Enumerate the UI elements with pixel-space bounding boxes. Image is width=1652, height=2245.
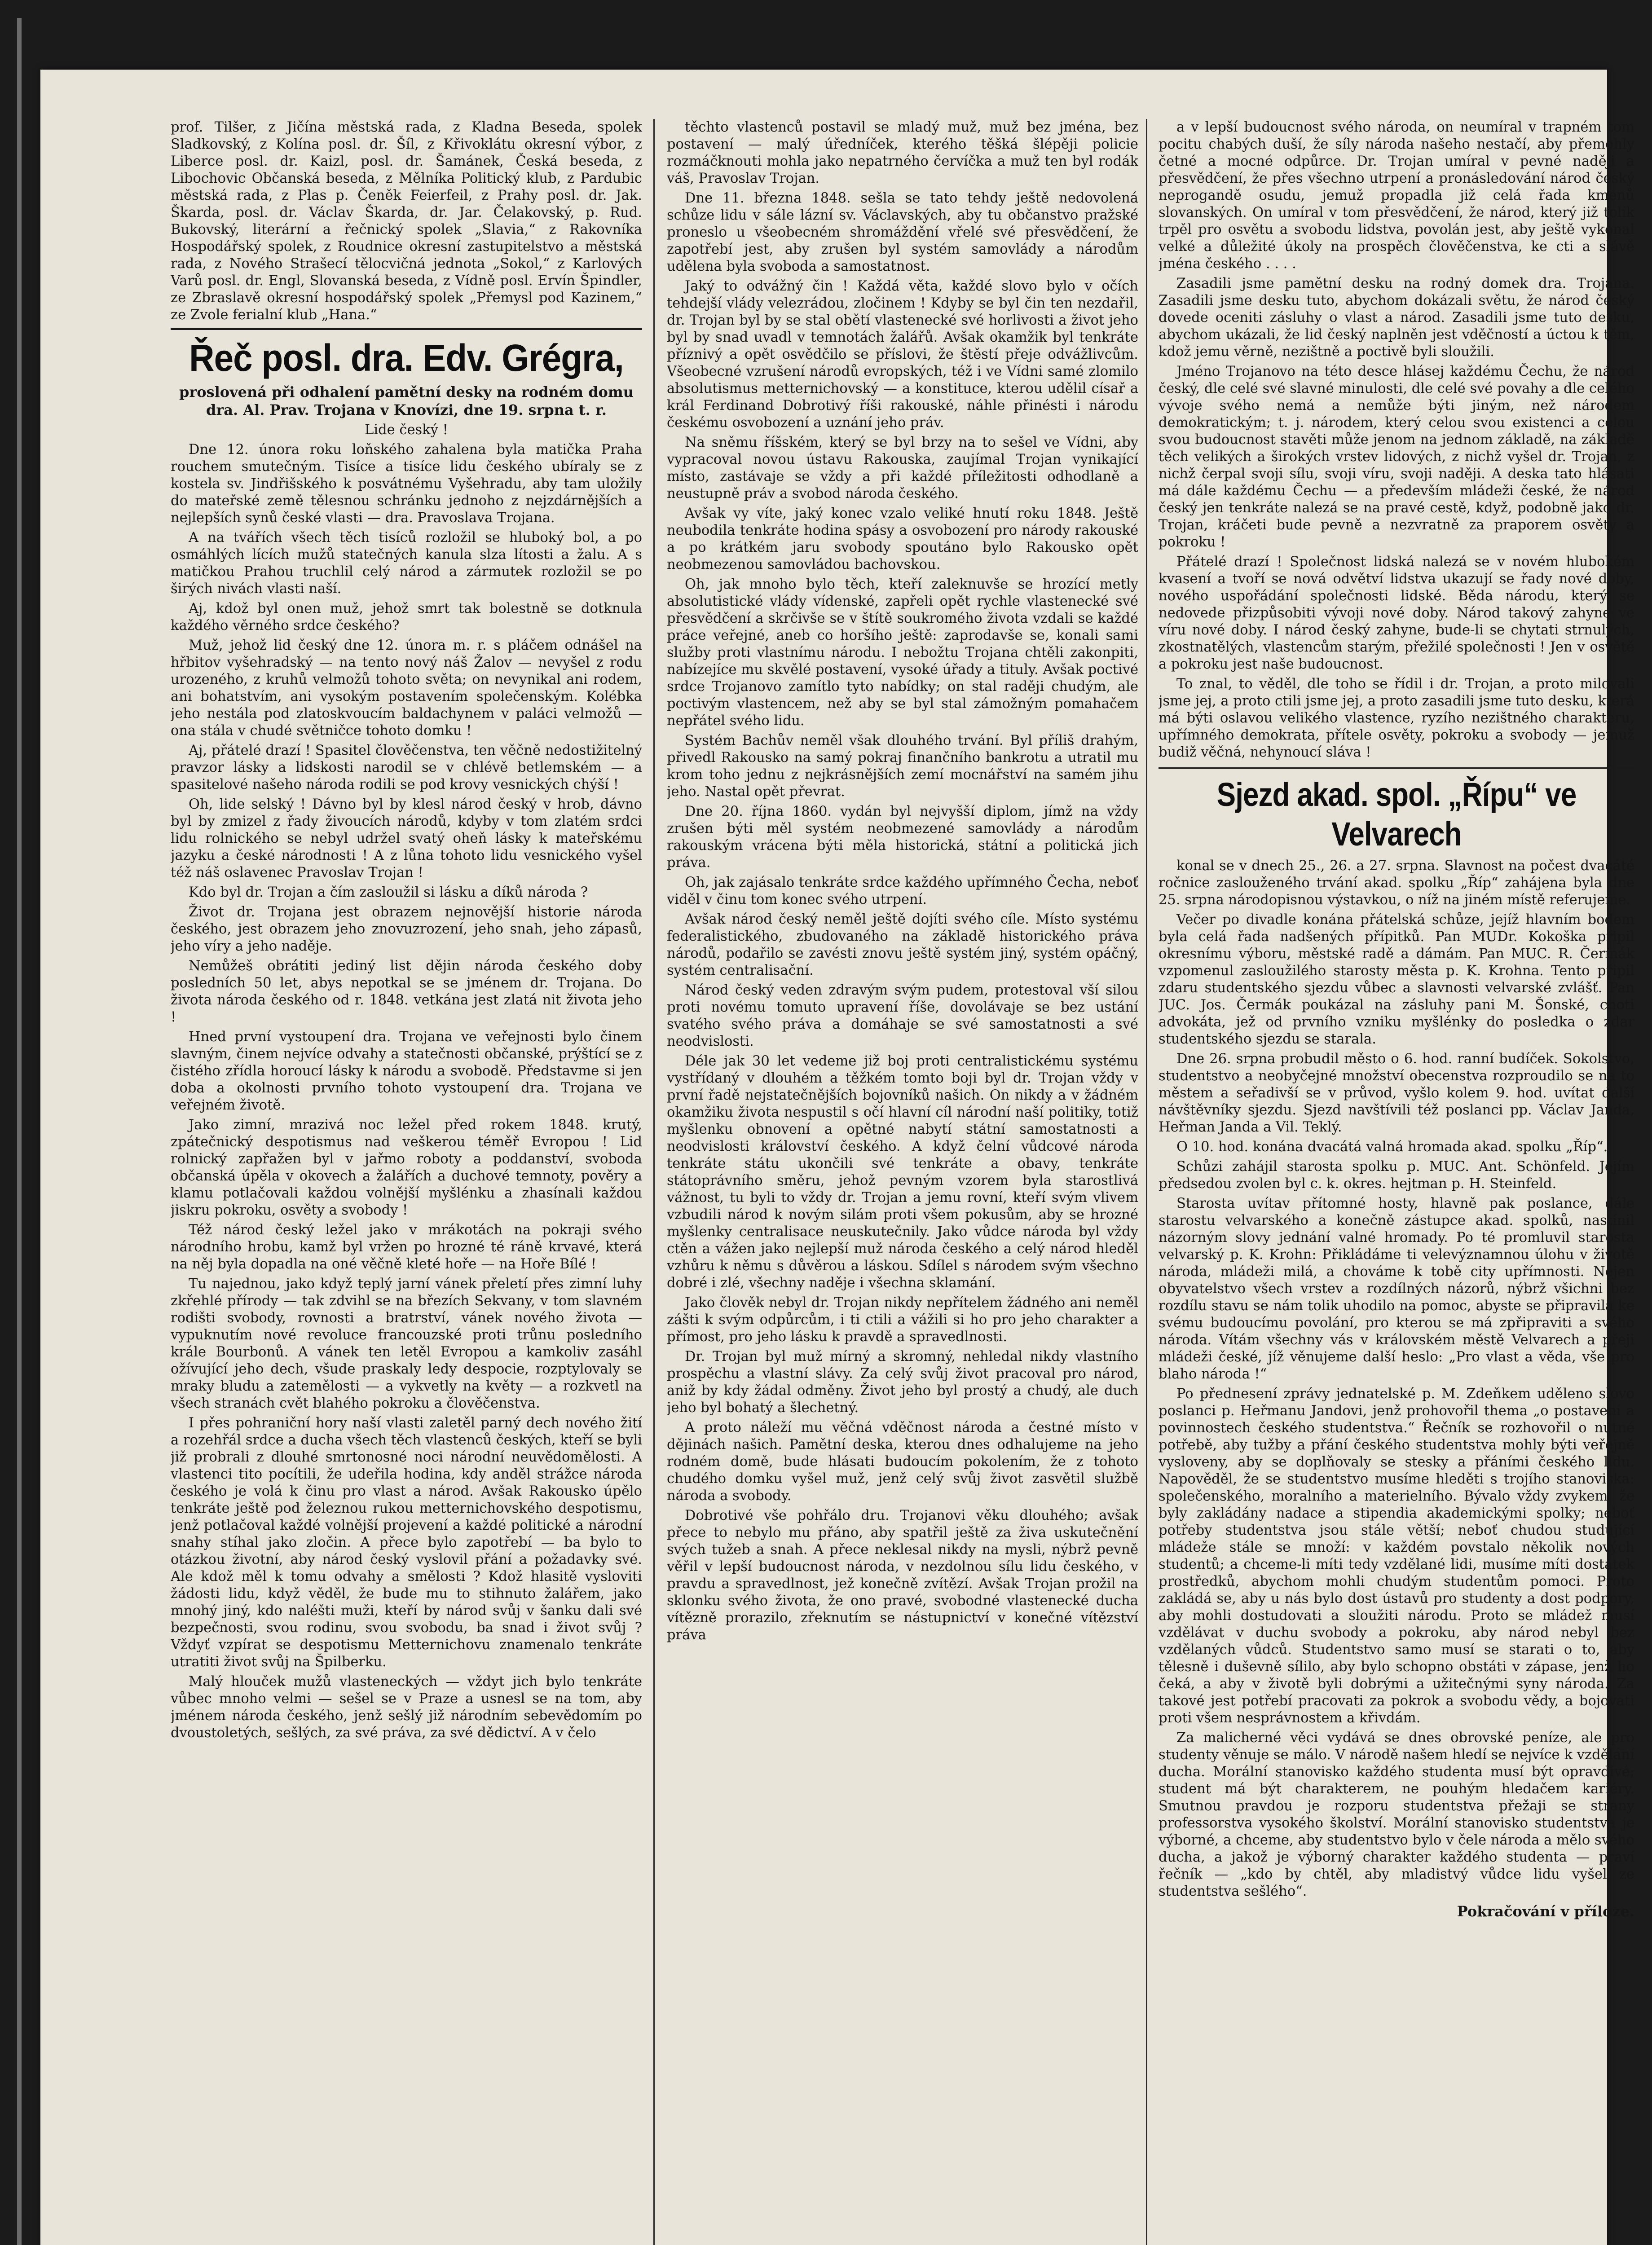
continuation-note: Pokračování v příloze. xyxy=(1457,1903,1634,1920)
column-1 xyxy=(171,119,642,2245)
column-3 xyxy=(1159,119,1634,2245)
paragraph: konal se v dnech 25., 26. a 27. srpna. Slavnost na počest dvacáté ročnice zaslouženého trvání akad. spolku „Říp“ zahájena byla dne 25. srpna národopisnou výstavkou, o níž na jiném místě referujeme. xyxy=(1159,858,1634,908)
paragraph: Oh, lide selský ! Dávno byl by klesl národ český v hrob, dávno byl by zmizel z řady živoucích národů, kdyby v tom zlatém srdci lidu rolnického se nebyl udržel svatý oheň lásky k mateřskému jazyku a české národnosti ! A z lůna tohoto lidu vesnického vyšel též náš oslavenec Pravoslav Trojan ! xyxy=(171,797,642,880)
paragraph: Jako člověk nebyl dr. Trojan nikdy nepřítelem žádného ani neměl zášti k svým odpůrcům, i ti ctili a vážili si ho pro jeho charakter a přímost, pro jeho lásku k pravdě a spravedlnosti. xyxy=(667,1295,1138,1345)
greeting: Lide český ! xyxy=(365,422,448,438)
paragraph: Muž, jehož lid český dne 12. února m. r. s pláčem odnášel na hřbitov vyšehradský — na tento nový náš Žalov — nevyšel z rodu urozeného, z kruhů velmožů tohoto světa; on nevynikal ani rodem, ani bohatstvím, ani vysokým postavením společenským. Kolébka jeho nestála pod zlatoskvoucím baldachynem v paláci velmožů — ona stála v chudé světničce tohoto domku ! xyxy=(171,638,642,739)
paragraph: Kdo byl dr. Trojan a čím zasloužil si lásku a díků národa ? xyxy=(189,885,588,900)
paragraph: Malý hlouček mužů vlasteneckých — vždyt jich bylo tenkráte vůbec mnoho velmi — sešel se v Praze a usnesl se na tom, aby jménem národa českého, jenž sešlý již národním sebevědomím po dvoustoletých, sešlých, za své práva, za své dědictví. A v čelo xyxy=(171,1674,642,1741)
paragraph: Starosta uvítav přítomné hosty, hlavně pak poslance, dále starostu velvarského a konečně zástupce akad. spolků, nastínil názorným slovy jednání valné hromady. Po té promluvil starosta velvarský p. K. Krohn: Přikládáme ti velevýznamnou úlohu v životě národa, mládeži milá, a chováme k tobě city upřímnosti. Nejen obyvatelstvo všech vrstev a rozdílných názorů, nýbrž všichni bez rozdílu stavu se nám tolik uhodilo na pomoc, abyste se připravila ke svému budoucímu povolání, pro kterou se má zpřipraviti a svého národa. Vítám všechny vás v královském městě Velvarech a přeji mládeži české, jíž věnujeme další heslo: „Pro vlast a věda, vše pro blaho národa !“ xyxy=(1159,1196,1634,1382)
paragraph: Hned první vystoupení dra. Trojana ve veřejnosti bylo činem slavným, činem nejvíce odvahy a statečnosti občanské, prýštící se z čistého zřídla horoucí lásky k národu a svobodě. Představme si jen doba a okolnosti prvního tohoto vystoupení dra. Trojana ve veřejném životě. xyxy=(171,1029,642,1113)
paragraph: Jméno Trojanovo na této desce hlásej každému Čechu, že národ český, dle celé své slavné minulosti, dle celé své povahy a dle celého vývoje svého nemá a nemůže býti jiným, než národem demokratickým; t. j. národem, který celou svou existenci a celou svou budoucnost stavěti může jenom na jednom základě, na základě těch velikých a širokých vrstev lidových, z nichž vyšel dr. Trojan, z nichž čerpal svoji sílu, svoji víru, svoji naději. A deska tato hlásati má dále každému Čechu — a především mládeži české, že národ český jen tenkráte nalezá se na pravé cestě, když, podobně jako dr. Trojan, kráčeti bude pevně a nezvratně za praporem osvěty a pokroku ! xyxy=(1159,364,1634,550)
newspaper-page xyxy=(40,70,1634,2245)
article-body xyxy=(171,441,642,1742)
paragraph: A na tvářích všech těch tisíců rozložil se hluboký bol, a po osmáhlých lících mužů statečných kanula slza lítosti a žalu. A s matičkou Prahou truchlil celý národ a zármutek rozložil se po širých nivách vlasti naší. xyxy=(171,530,642,597)
article-subtitle: proslovená při odhalení pamětní desky na rodném domu dra. Al. Prav. Trojana v Knovízi, dne 19. srpna t. r. xyxy=(179,383,634,418)
paragraph: Dne 26. srpna probudil město o 6. hod. ranní budíček. Sokolstvo, studentstvo a neobyčejné množství obecenstva rozproudilo se na to městem a seřadivší se v průvod, vyšlo kolem 9. hod. uvítat další návštěvníky sjezdu. Sjezd navštívili též poslanci pp. Václav Janda, Heřman Janda a Vil. Teklý. xyxy=(1159,1051,1634,1135)
paragraph: Schůzi zahájil starosta spolku p. MUC. Ant. Schönfeld. Jejím předsedou zvolen byl c. k. okres. hejtman p. H. Steinfeld. xyxy=(1159,1159,1634,1192)
paragraph: Národ český veden zdravým svým pudem, protestoval vší silou proti novému tomuto upravení říše, dovolávaje se bez ustání svatého svého práva a domáhaje se své samostatnosti a své neodvislosti. xyxy=(667,982,1138,1049)
paragraph: Dne 20. října 1860. vydán byl nejvyšší diplom, jímž na vždy zrušen býti měl systém neobmezené samovlády a národům rakouským vrácena býti měla historická, státní a politická jich práva. xyxy=(667,804,1138,871)
article-title: Řeč posl. dra. Edv. Grégra, xyxy=(189,337,624,379)
paragraph: Na sněmu říšském, který se byl brzy na to sešel ve Vídni, aby vypracoval novou ústavu Rakouska, zaujímal Trojan vynikající místo, zastávaje se vždy a při každé příležitosti odhodlaně a neustupně práv a svobod národa českého. xyxy=(667,435,1138,502)
paragraph: Večer po divadle konána přátelská schůze, jejíž hlavním bodem byla celá řada nadšených přípitků. Pan MUDr. Kokoška připil okresnímu výboru, městské radě a dámám. Pan MUC. R. Čermák vzpomenul zasloužilého starosty města p. K. Krohna. Tento připil zdaru studentského sjezdu vůbec a slavnosti velvarské zvlášť. Pan JUC. Jos. Čermák poukázal na zásluhy pani M. Šonské, choti advokáta, jež od prvního vzniku myšlénky do posledka o zdar studentského sjezdu se starala. xyxy=(1159,912,1634,1047)
paragraph: Život dr. Trojana jest obrazem nejnovější historie národa českého, jest obrazem jeho znovuzrození, jeho snah, jeho zápasů, jeho víry a jeho naděje. xyxy=(171,904,642,954)
article-body xyxy=(667,119,1138,1644)
paragraph: Dne 11. března 1848. sešla se tato tehdy ještě nedovolená schůze lidu v sále lázní sv. Václavských, aby tu občanstvo pražské proneslo u všeobecném shromáždění vřelé své přesvědčení, že zapotřebí jest, aby zrušen byl systém samovlády a národům udělena byla svoboda a samostatnost. xyxy=(667,190,1138,274)
article2-title: Sjezd akad. spol. „Řípu“ ve Velvarech xyxy=(1216,776,1577,853)
paragraph: Aj, přátelé drazí ! Spasitel člověčenstva, ten věčně nedostižitelný pravzor lásky a lidskosti narodil se v chlévě betlemském — a spasitelové našeho národa rodili se pod krovy vesnických chýší ! xyxy=(171,743,642,792)
column-2 xyxy=(667,119,1138,2245)
paragraph: Též národ český ležel jako v mrákotách na pokraji svého národního hrobu, kamž byl vržen po hrozné té ráně krvavé, která na něj byla dopadla na oné věčně kleté hoře — na Hoře Bílé ! xyxy=(171,1222,642,1272)
paragraph: Aj, kdož byl onen muž, jehož smrt tak bolestně se dotknula každého věrného srdce českého? xyxy=(171,601,642,634)
paragraph: Dne 12. února roku loňského zahalena byla matička Praha rouchem smutečným. Tisíce a tisíce lidu českého ubíraly se z kostela sv. Jindřišského k posvátnému Vyšehradu, aby tam uložily do mateřské země tělesnou schránku jednoho z nejzdárnějších a nejlepších synů české vlasti — dra. Pravoslava Trojana. xyxy=(171,442,642,526)
paragraph: Déle jak 30 let vedeme již boj proti centralistickému systému vystřídaný v dlouhém a těžkém tomto boji byl dr. Trojan vždy v první řadě nejstatečnějších bojovníků našich. On nikdy a v žádném okamžiku života nespustil s očí hlavní cíl národní naší politiky, totiž myšlenku obnovení a opětné nabytí státní samostatnosti a neodvislosti království českého. A když čelní vůdcové národa tenkráte státu ukončili své tenkráte a obavy, tenkráte státoprávního směru, jehož pevným vzorem byla starostlivá vážnost, tu byli to vždy dr. Trojan a jemu rovní, kteří svým vlivem vzbudili národ k novým silám proti všem pokusům, aby se hrozné myšlenky centralisace neuskutečnily. Jako vůdce národa byl vždy ctěn a vážen jako nejlepší muž národa českého a celý národ hleděl vzhůru k němu s důvěrou a láskou. Sdílel s národem svým všechno dobré i zlé, všechny naděje i všechna sklamání. xyxy=(667,1053,1138,1291)
paragraph: Oh, jak mnoho bylo těch, kteří zaleknuvše se hrozící metly absolutistické vlády vídenské, zapřeli opět rychle vlastenecké své přesvědčení a skrčivše se v štítě soukromého života vzdali se každé práce veřejné, aneb co horšího ještě: zaprodavše se, konali sami služby proti vlastnímu národu. I nebožtu Trojana chtěli zakonpiti, nabízejíce mu skvělé postavení, vysoké úřady a tituly. Avšak poctivé srdce Trojanovo zamítlo tyto nabídky; on stal raději chudým, ale poctivým vlastencem, než aby se byl stal zámožným pomahačem nepřátel svého lidu. xyxy=(667,577,1138,729)
paragraph: Nemůžeš obrátiti jediný list dějin národa českého doby posledních 50 let, abys nepotkal se se jménem dr. Trojana. Do života národa českého od r. 1848. vetkána jest zlatá nit života jeho ! xyxy=(171,958,642,1025)
paragraph: Za malicherné věci vydává se dnes obrovské peníze, ale pro studenty věnuje se málo. V národě našem hledí se nejvíce k vzdělání ducha. Morální stanovisko každého studenta musí být opravdivé; student má být charakterem, ne pouhým hledačem kariéry. Smutnou pravdou je rozporu studentstva přežaji se strany professorstva vysokého školství. Morální stanovisko studentstva je výborné, a chceme, aby studentstvo bylo v čele národa a mělo svého ducha, a jakož je výborný charakter každého studenta — praví řečník — „kdo by chtěl, aby mladistvý vůdce lidu vyšel ze studentstva sešlého“. xyxy=(1159,1730,1634,1899)
paragraph: Zasadili jsme pamětní desku na rodný domek dra. Trojana. Zasadili jsme desku tuto, abychom dokázali světu, že národ český dovede oceniti zásluhy o vlast a národ. Zasadili jsme tuto desku, abychom ukázali, že lid český naplněn jest vděčností a úctou k těm, kdož jemu věrně, nezištně a poctivě byli sloužili. xyxy=(1159,276,1634,360)
paragraph: Systém Bachův neměl však dlouhého trvání. Byl příliš drahým, přivedl Rakousko na samý pokraj finančního bankrotu a utratil mu krom toho jednu z nejkrásnějších zemí mocnářství na samém jihu jeho. Nastal opět převrat. xyxy=(667,733,1138,800)
divider xyxy=(1159,767,1634,769)
paragraph: těchto vlastenců postavil se mladý muž, muž bez jména, bez postavení — malý úředníček, kterého těšká šlépěji policie rozmáčknouti mohla jako nepatrného červíčka a muž ten byl rodák váš, Pravoslav Trojan. xyxy=(667,119,1138,186)
scan-edge xyxy=(17,18,22,2245)
paragraph: Po přednesení zprávy jednatelské p. M. Zdeňkem uděleno slovo poslanci p. Heřmanu Jandovi, jenž prohovořil thema „o postavení a povinnostech českého studentstva.“ Řečník se rozhovořil o nutné potřebě, aby tužby a přání českého studentstva mohly býti veřejně vysloveny, aby se doplňovaly se stesky a přáními českého lidu. Napověděl, že se studentstvo musíme hleděti s trojího stanoviska: společenského, moralního a materielního. Bývalo vždy zvykem, že byly zakládány nadace a stipendia akademickými spolky; neboť potřeby studentstva jsou stále větší; neboť chudou studující mládeže stále se množí: v každém povstalo několik nových studentů; a chceme-li míti tedy vzdělané lidi, musíme míti dostatek prostředků, abychom mohli chudým studentům pomoci. Proto zakládá se, aby u nás bylo dost ústavů pro studenty a dost podpory, aby mohli dostudovati a sloužiti národu. Proto se mládež musí vzdělávat v duchu svobody a pokroku, aby národ nebyl bez vzdělaných vůdců. Studentstvo samo musí se starati o to, aby tělesně i duševně sílilo, aby bylo schopno obstáti v zápase, jenž ho čeká, a aby v životě byli dobrými a užitečnými syny národa. Za takové jest potřebí pracovati za pokrok a svobodu vědy, a bojovati proti všem nesprávnostem a křivdám. xyxy=(1159,1386,1634,1726)
column-rule xyxy=(653,119,655,2245)
article2-body xyxy=(1159,858,1634,1900)
paragraph: Jaký to odvážný čin ! Každá věta, každé slovo bylo v očích tehdejší vlády velezrádou, zločinem ! Kdyby se byl čin ten nezdařil, dr. Trojan byl by se stal obětí vlastenecké své horlivosti a život jeho byl by snad uvadl v temnotách žalářů. Avšak okamžik byl tenkráte příznivý a opět osvědčilo se příslovi, že štěstí přeje odvážlivcům. Všeobecné vzrušení národů evropských, též i ve Vídni samé zlomilo absolutismus metternichovský — a konstituce, kterou udělil císař a král Ferdinand Dobrotivý říši rakouské, náhle přinésti i národu českému osvobození a uznání jeho práv. xyxy=(667,278,1138,431)
paragraph: Jako zimní, mrazivá noc ležel před rokem 1848. krutý, zpátečnický despotismus nad veškerou téměř Evropou ! Lid rolnický zapřažen byl v jařmo roboty a poddanství, svoboda občanská úpěla v okovech a žalářích a duchové temnoty, pověry a klamu potlačovali každou volnější myšlénku a zhasínali každou jiskru pokroku, osvěty a svobody ! xyxy=(171,1117,642,1218)
article-body xyxy=(1159,119,1634,761)
list-item: prof. Tilšer, z Jičína městská rada, z Kladna Beseda, spolek Sladkovský, z Kolína posl. dr. Šíl, z Křivoklátu okresní výbor, z Liberce posl. dr. Kaizl, posl. dr. Šamánek, Česká beseda, z Libochovic Občanská beseda, z Mělníka Politický klub, z Pardubic městská rada, z Plas p. Čeněk Feierfeil, z Prahy posl. dr. Jak. Škarda, posl. dr. Václav Škarda, dr. Jar. Čelakovský, p. Rud. Bukovský, literární a řečnický spolek „Slavia,“ z Rakovníka Hospodářský spolek, z Roudnice okresní zastupitelstvo a městská rada, z Nového Strašecí tělocvičná jednota „Sokol,“ z Karlových Varů posl. dr. Engl, Slovanská beseda, z Vídně posl. Ervín Špindler, ze Zbraslavě okresní hospodářský spolek „Přemysl pod Kazinem,“ ze Zvole ferialní klub „Hana.“ xyxy=(171,119,642,323)
paragraph: a v lepší budoucnost svého národa, on neumíral v trapném tom pocitu chabých duší, že síly národa našeho nestačí, aby přemohly četné a mocné odpůrce. Dr. Trojan umíral v pevné naději a přesvědčení, že přes všechno utrpení a pronásledování národ český neprogandě osudu, jemuž propadla již celá řada kmenů slovanských. On umíral v tom přesvědčení, že národ, který již tolik trpěl pro osvětu a svobodu lidstva, povolán jest, aby ještě vykonal velké a důležité úkoly na prospěch člověčenstva, ke cti a slávě jména českého . . . . xyxy=(1159,119,1634,272)
divider xyxy=(171,328,642,330)
paragraph: To znal, to věděl, dle toho se řídil i dr. Trojan, a proto milovali jsme jej, a proto ctili jsme jej, a proto zasadili jsme tuto desku, která má býti oslavou velikého vlastence, ryzího nezištného charakteru, upřímného demokrata, přítele osvěty, pokroku a svobody — jemuž budiž věčná, nehynoucí sláva ! xyxy=(1159,676,1634,760)
paragraph: Přátelé drazí ! Společnost lidská nalezá se v novém hlubokém kvasení a tvoří se nová odvětví lidstva ukazují se řady nové doby, nového uspořádání společnosti lidské. Běda národu, který se nedovede přizpůsobiti vývoji nové doby. Národ takový zahyne ve víru nové doby. I národ český zahyne, bude-li se chytati strnulých, zkostnatělých, vlastencům starým, přežilé společnosti ! Jen v osvětě a pokroku jest naše budoucnost. xyxy=(1159,554,1634,672)
paragraph: Dobrotivé vše pohřálo dru. Trojanovi věku dlouhého; avšak přece to nebylo mu přáno, aby spatřil ještě za živa uskutečnění svých tužeb a snah. A přece neklesal nikdy na mysli, nýbrž pevně věřil v lepší budoucnost národa, v nezdolnou sílu lidu českého, v pravdu a spravedlnost, jež konečně zvítězí. Avšak Trojan prožil na sklonku svého života, že ono pravé, svobodné vlastenecké ducha vítězně prorazilo, zřeknutím se nástupnictví v konečné vítězství práva xyxy=(667,1508,1138,1643)
paragraph: I přes pohraniční hory naší vlasti zaletěl parný dech nového žití a rozehřál srdce a ducha všech těch vlastenců českých, kteří se byli již probrali z dlouhé smrtonosné noci národní neuvědomělosti. A vlastenci tito pocítili, že udeřila hodina, kdy anděl strážce národa českého je volá k činu pro vlast a národ. Avšak Rakousko úpělo tenkráte ještě pod železnou rukou metternichovského despotismu, jenž potlačoval každé volnější projevení a každé politické a národní snahy stíhal jako zločin. A přece bylo zapotřebí — ba bylo to otázkou životní, aby národ český vyslovil přání a požadavky své. Ale kdož měl k tomu odvahy a smělosti ? Kdož hlasitě vysloviti žádosti lidu, když věděl, že bude mu to stihnuto žalářem, jako mnohý jiný, kdo naléšti muži, kteří by národ svůj v šanku dali své bezpečnosti, svou rodinu, svou svobodu, ba snad i život svůj ? Vždyť vzpírat se despotismu Metternichovu znamenalo tenkráte utratiti život svůj na Špilberku. xyxy=(171,1415,642,1670)
paragraph: Oh, jak zajásalo tenkráte srdce každého upřímného Čecha, neboť viděl v činu tom konec svého utrpení. xyxy=(667,875,1138,907)
paragraph: Avšak vy víte, jaký konec vzalo veliké hnutí roku 1848. Ještě neubodila tenkráte hodina spásy a osvobození pro národy rakouské a po krátkém jaru svobody spoutáno bylo Rakousko opět neobmezenou samovládou bachovskou. xyxy=(667,506,1138,572)
column-rule xyxy=(1146,119,1147,2245)
paragraph: O 10. hod. konána dvacátá valná hromada akad. spolku „Říp“. xyxy=(1176,1139,1608,1155)
paragraph: Avšak národ český neměl ještě dojíti svého cíle. Místo systému federalistického, zbudovaného na základě historického práva národů, podařilo se zavésti znovu ještě systém jiný, systém opáčný, systém centralisační. xyxy=(667,911,1138,978)
paragraph: Tu najednou, jako když teplý jarní vánek přeletí přes zimní luhy zkřehlé přírody — tak zdvihl se na březích Sekvany, v tom slavném rodišti svobody, rovnosti a bratrství, vánek nového života — vypuknutím nové revoluce francouzské proti trůnu posledního krále Bourbonů. A vánek ten letěl Evropou a kamkoliv zasáhl ožívující jeho dech, všude praskaly ledy despocie, rozptylovaly se mraky bludu a zatemělosti — a vykvetly na květy — a rozkvetl na všech stranách cvět blahého pokroku a člověčenstva. xyxy=(171,1276,642,1411)
paragraph: A proto náleží mu věčná vděčnost národa a čestné místo v dějinách našich. Pamětní deska, kterou dnes odhalujeme na jeho rodném domě, bude hlásati budoucím pokolením, že z tohoto chudého domku vyšel muž, jenž celý svůj život zasvětil službě národa a svobody. xyxy=(667,1420,1138,1504)
paragraph: Dr. Trojan byl muž mírný a skromný, nehledal nikdy vlastního prospěchu a vlastní slávy. Za celý svůj život pracoval pro národ, aniž by kdy žádal odměny. Život jeho byl prostý a chudý, ale duch jeho byl bohatý a šlechetný. xyxy=(667,1349,1138,1416)
